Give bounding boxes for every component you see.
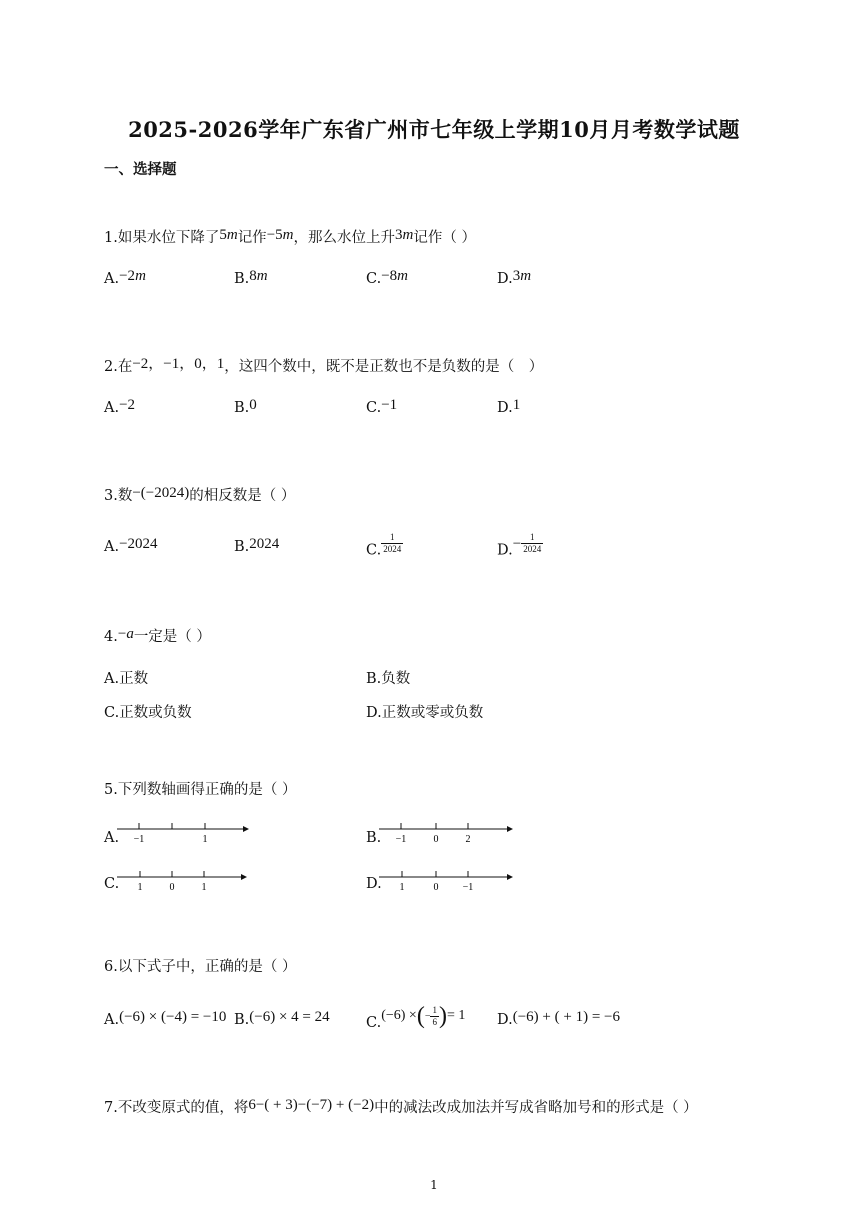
tick-label: −1 xyxy=(133,834,145,845)
q4-option-a[interactable]: A.正数 xyxy=(104,671,149,687)
q6-option-b[interactable]: B.(−6) × 4 = 24 xyxy=(234,1009,330,1028)
q5-option-a-label[interactable]: A. xyxy=(104,830,120,846)
q2-option-a[interactable]: A.−2 xyxy=(104,397,136,416)
q6-option-d[interactable]: D.(−6) + ( + 1) = −6 xyxy=(497,1009,620,1028)
question-7-stem: 7.不改变原式的值，将6−( + 3)−(−7) + (−2)中的减法改成加法并写成省略加号和的形式是（ ） xyxy=(104,1097,698,1116)
tick-label: −1 xyxy=(395,834,407,845)
q1-option-d[interactable]: D.3m xyxy=(497,268,532,287)
q5-option-a-numberline[interactable] xyxy=(117,818,249,846)
q5-option-b-label[interactable]: B. xyxy=(366,830,382,846)
fraction: $\frac{1}{2024}$ xyxy=(523,532,542,554)
q4-option-d[interactable]: D.正数或零或负数 xyxy=(366,705,484,721)
q1-option-a[interactable]: A.−2m xyxy=(104,268,146,287)
question-3-stem: 3.数−(−2024)的相反数是（ ） xyxy=(104,485,296,504)
page-title: 2025-2026学年广东省广州市七年级上学期10月月考数学试题 xyxy=(128,117,740,142)
section-heading: 一、选择题 xyxy=(104,161,177,178)
q4-option-c[interactable]: C.正数或负数 xyxy=(104,705,192,721)
question-1-stem: 1.如果水位下降了5m记作−5m，那么水位上升3m记作（ ） xyxy=(104,227,476,246)
q4-option-b[interactable]: B.负数 xyxy=(366,671,411,687)
page-number: 1 xyxy=(430,1178,438,1192)
tick-label: 1 xyxy=(202,834,208,845)
q2-option-b[interactable]: B.0 xyxy=(234,397,257,416)
tick-label: −1 xyxy=(462,882,474,893)
question-5-stem: 5.下列数轴画得正确的是（ ） xyxy=(104,782,297,798)
question-6-stem: 6.以下式子中，正确的是（ ） xyxy=(104,959,297,975)
tick-label: 2 xyxy=(465,834,471,845)
q1-option-c[interactable]: C.−8m xyxy=(366,268,408,287)
question-4-stem: 4.−a一定是（ ） xyxy=(104,626,211,645)
tick-label: 1 xyxy=(201,882,207,893)
expression: (−6) × ( − $\frac{1}{6}$ ) = 1 xyxy=(381,1003,466,1029)
tick-label: 0 xyxy=(433,882,439,893)
q2-option-c[interactable]: C.−1 xyxy=(366,397,398,416)
q1-option-b[interactable]: B.8m xyxy=(234,268,268,287)
tick-label: 0 xyxy=(433,834,439,845)
q6-option-c[interactable]: C. (−6) × ( − $\frac{1}{6}$ ) = 1 xyxy=(366,1003,466,1031)
fraction: $\frac{1}{2024}$ xyxy=(383,532,402,554)
q5-option-c-numberline[interactable] xyxy=(117,866,247,894)
fraction: $\frac{1}{6}$ xyxy=(432,1004,437,1027)
q3-option-c[interactable]: C. $\frac{1}{2024}$ xyxy=(366,532,402,559)
tick-label: 1 xyxy=(137,882,143,893)
q3-option-b[interactable]: B.2024 xyxy=(234,536,280,555)
q6-option-a[interactable]: A.(−6) × (−4) = −10 xyxy=(104,1009,227,1028)
q3-option-d[interactable]: D.− $\frac{1}{2024}$ xyxy=(497,532,542,559)
tick-label: 0 xyxy=(169,882,175,893)
q5-option-d-numberline[interactable] xyxy=(379,866,513,894)
q5-option-c-label[interactable]: C. xyxy=(104,876,120,892)
q2-option-d[interactable]: D.1 xyxy=(497,397,521,416)
q5-option-d-label[interactable]: D. xyxy=(366,876,382,892)
question-2-stem: 2.在−2，−1，0，1，这四个数中，既不是正数也不是负数的是（ ） xyxy=(104,356,544,375)
tick-label: 1 xyxy=(399,882,405,893)
q3-option-a[interactable]: A.−2024 xyxy=(104,536,158,555)
q5-option-b-numberline[interactable] xyxy=(379,818,513,846)
